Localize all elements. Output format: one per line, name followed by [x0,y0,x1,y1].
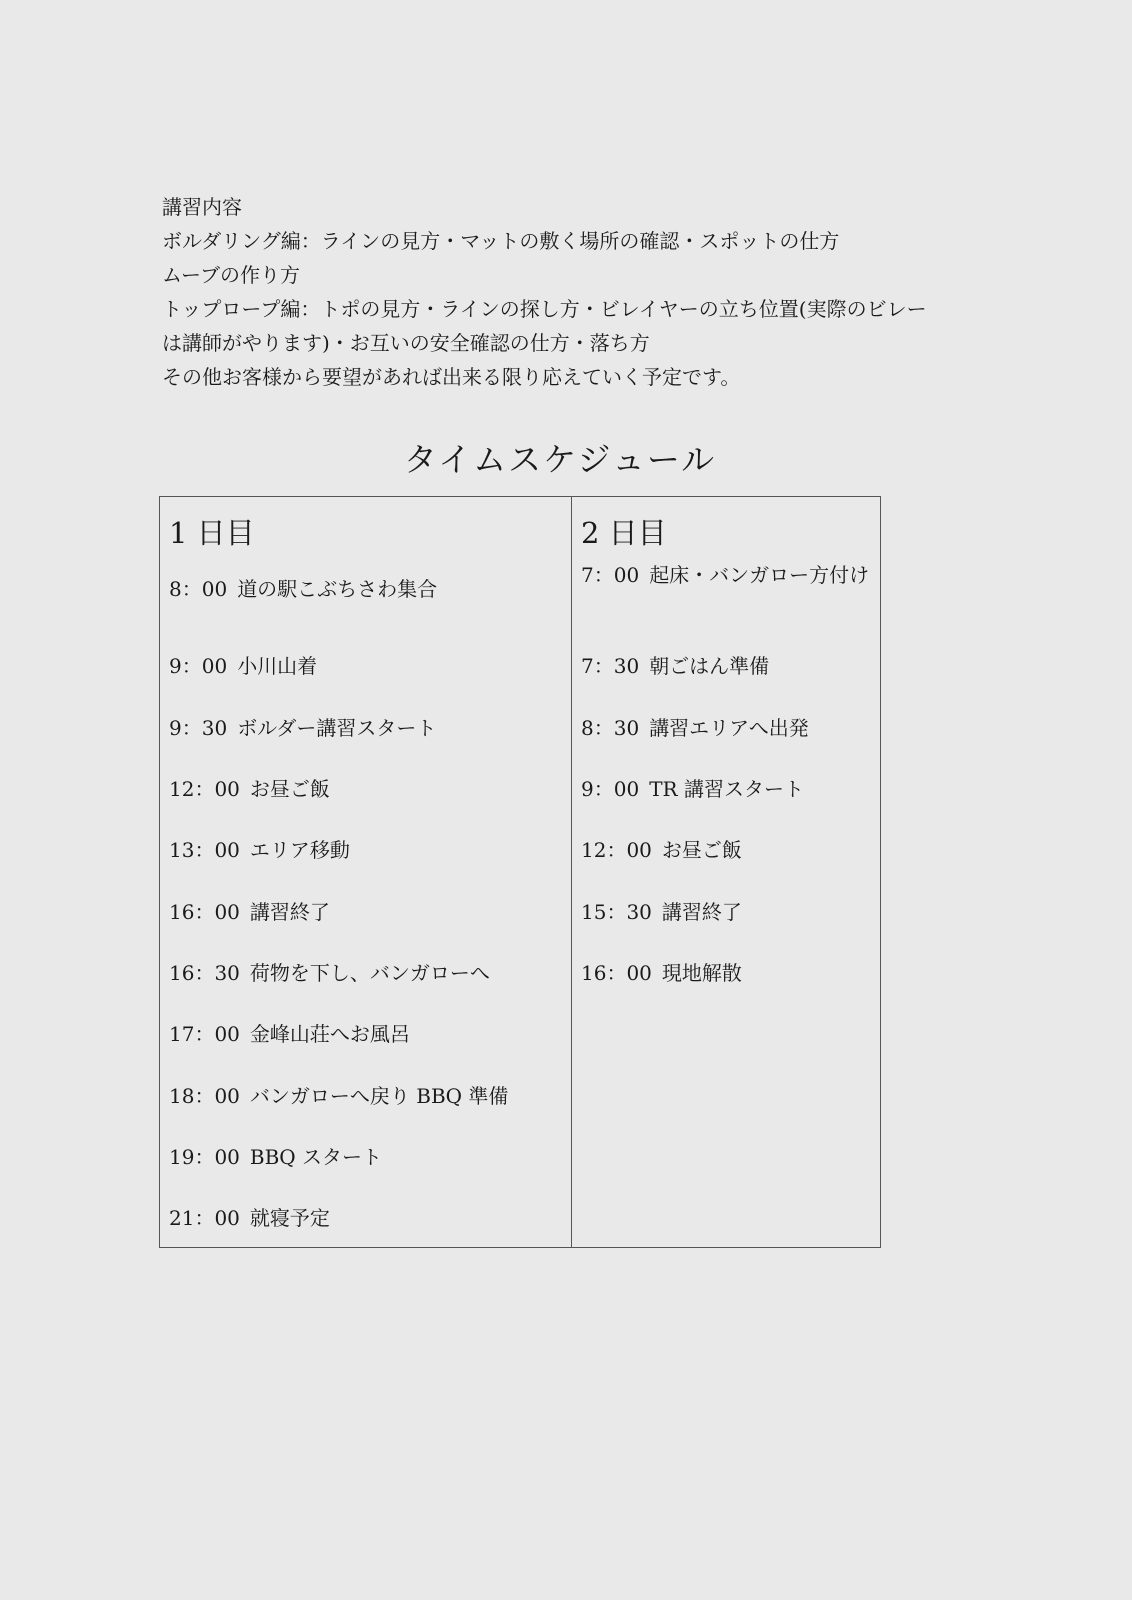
entry-time: 19：00 [169,1145,240,1169]
entry-text: 就寝予定 [249,1206,330,1230]
entry-time: 16：00 [581,961,652,985]
day2-header: 2 日目 [581,516,667,550]
entry-time: 9：00 [581,777,640,801]
schedule-entry [581,895,871,929]
entry-text: 起床・バンガロー方付け [649,563,870,587]
entry-time: 7：30 [581,654,640,678]
entry-text: お昼ご飯 [249,777,330,801]
entry-text: 講習エリアへ出発 [649,716,809,740]
schedule-entry [169,1201,330,1235]
day1-column [160,497,572,1247]
intro-line: その他お客様から要望があれば出来る限り応えていく予定です。 [162,365,741,389]
entry-time: 13：00 [169,838,240,862]
schedule-entry [169,1140,382,1174]
entry-time: 9：30 [169,716,228,740]
entry-text: TR 講習スタート [649,777,804,801]
entry-time: 8：30 [581,716,640,740]
schedule-title: タイムスケジュール [403,440,717,479]
schedule-entry [169,772,330,806]
entry-text: 現地解散 [661,961,742,985]
schedule-entry [581,711,871,745]
schedule-entry [169,956,490,990]
intro-line: 講習内容 [162,195,242,219]
entry-time: 16：00 [169,900,240,924]
schedule-entry [169,895,330,929]
entry-text: お昼ご飯 [661,838,742,862]
intro-line: は講師がやります)・お互いの安全確認の仕方・落ち方 [162,331,650,355]
entry-time: 18：00 [169,1084,240,1108]
day1-header: 1 日目 [169,516,255,550]
schedule-entry [581,956,871,990]
entry-text: バンガローへ戻り BBQ 準備 [249,1084,509,1108]
intro-line: トップロープ編：トポの見方・ラインの探し方・ビレイヤーの立ち位置(実際のビレー [162,297,927,321]
entry-text: 講習終了 [661,900,742,924]
entry-time: 12：00 [581,838,652,862]
schedule-entry [581,772,871,806]
schedule-entry [169,1017,410,1051]
day2-column [572,497,880,1247]
entry-text: エリア移動 [249,838,350,862]
schedule-entry [581,558,871,592]
schedule-entry [169,1079,508,1113]
entry-time: 15：30 [581,900,652,924]
schedule-entry [169,711,436,745]
entry-text: 金峰山荘へお風呂 [249,1022,410,1046]
intro-line: ムーブの作り方 [162,263,300,287]
entry-text: BBQ スタート [249,1145,383,1169]
intro-line: ボルダリング編：ラインの見方・マットの敷く場所の確認・スポットの仕方 [162,229,840,253]
entry-text: 小川山着 [237,654,318,678]
entry-text: 道の駅こぶちさわ集合 [237,577,438,601]
entry-time: 17：00 [169,1022,240,1046]
entry-time: 8：00 [169,577,228,601]
entry-time: 12：00 [169,777,240,801]
schedule-table [159,496,881,1248]
schedule-entry [581,833,871,867]
schedule-entry [169,649,317,683]
entry-text: 講習終了 [249,900,330,924]
schedule-entry [169,572,437,606]
schedule-entry [169,833,350,867]
entry-text: ボルダー講習スタート [237,716,437,740]
course-content [162,190,1002,394]
entry-time: 16：30 [169,961,240,985]
entry-text: 朝ごはん準備 [649,654,770,678]
entry-time: 21：00 [169,1206,240,1230]
entry-time: 7：00 [581,563,640,587]
entry-text: 荷物を下し、バンガローへ [249,961,490,985]
entry-time: 9：00 [169,654,228,678]
schedule-entry [581,649,871,683]
